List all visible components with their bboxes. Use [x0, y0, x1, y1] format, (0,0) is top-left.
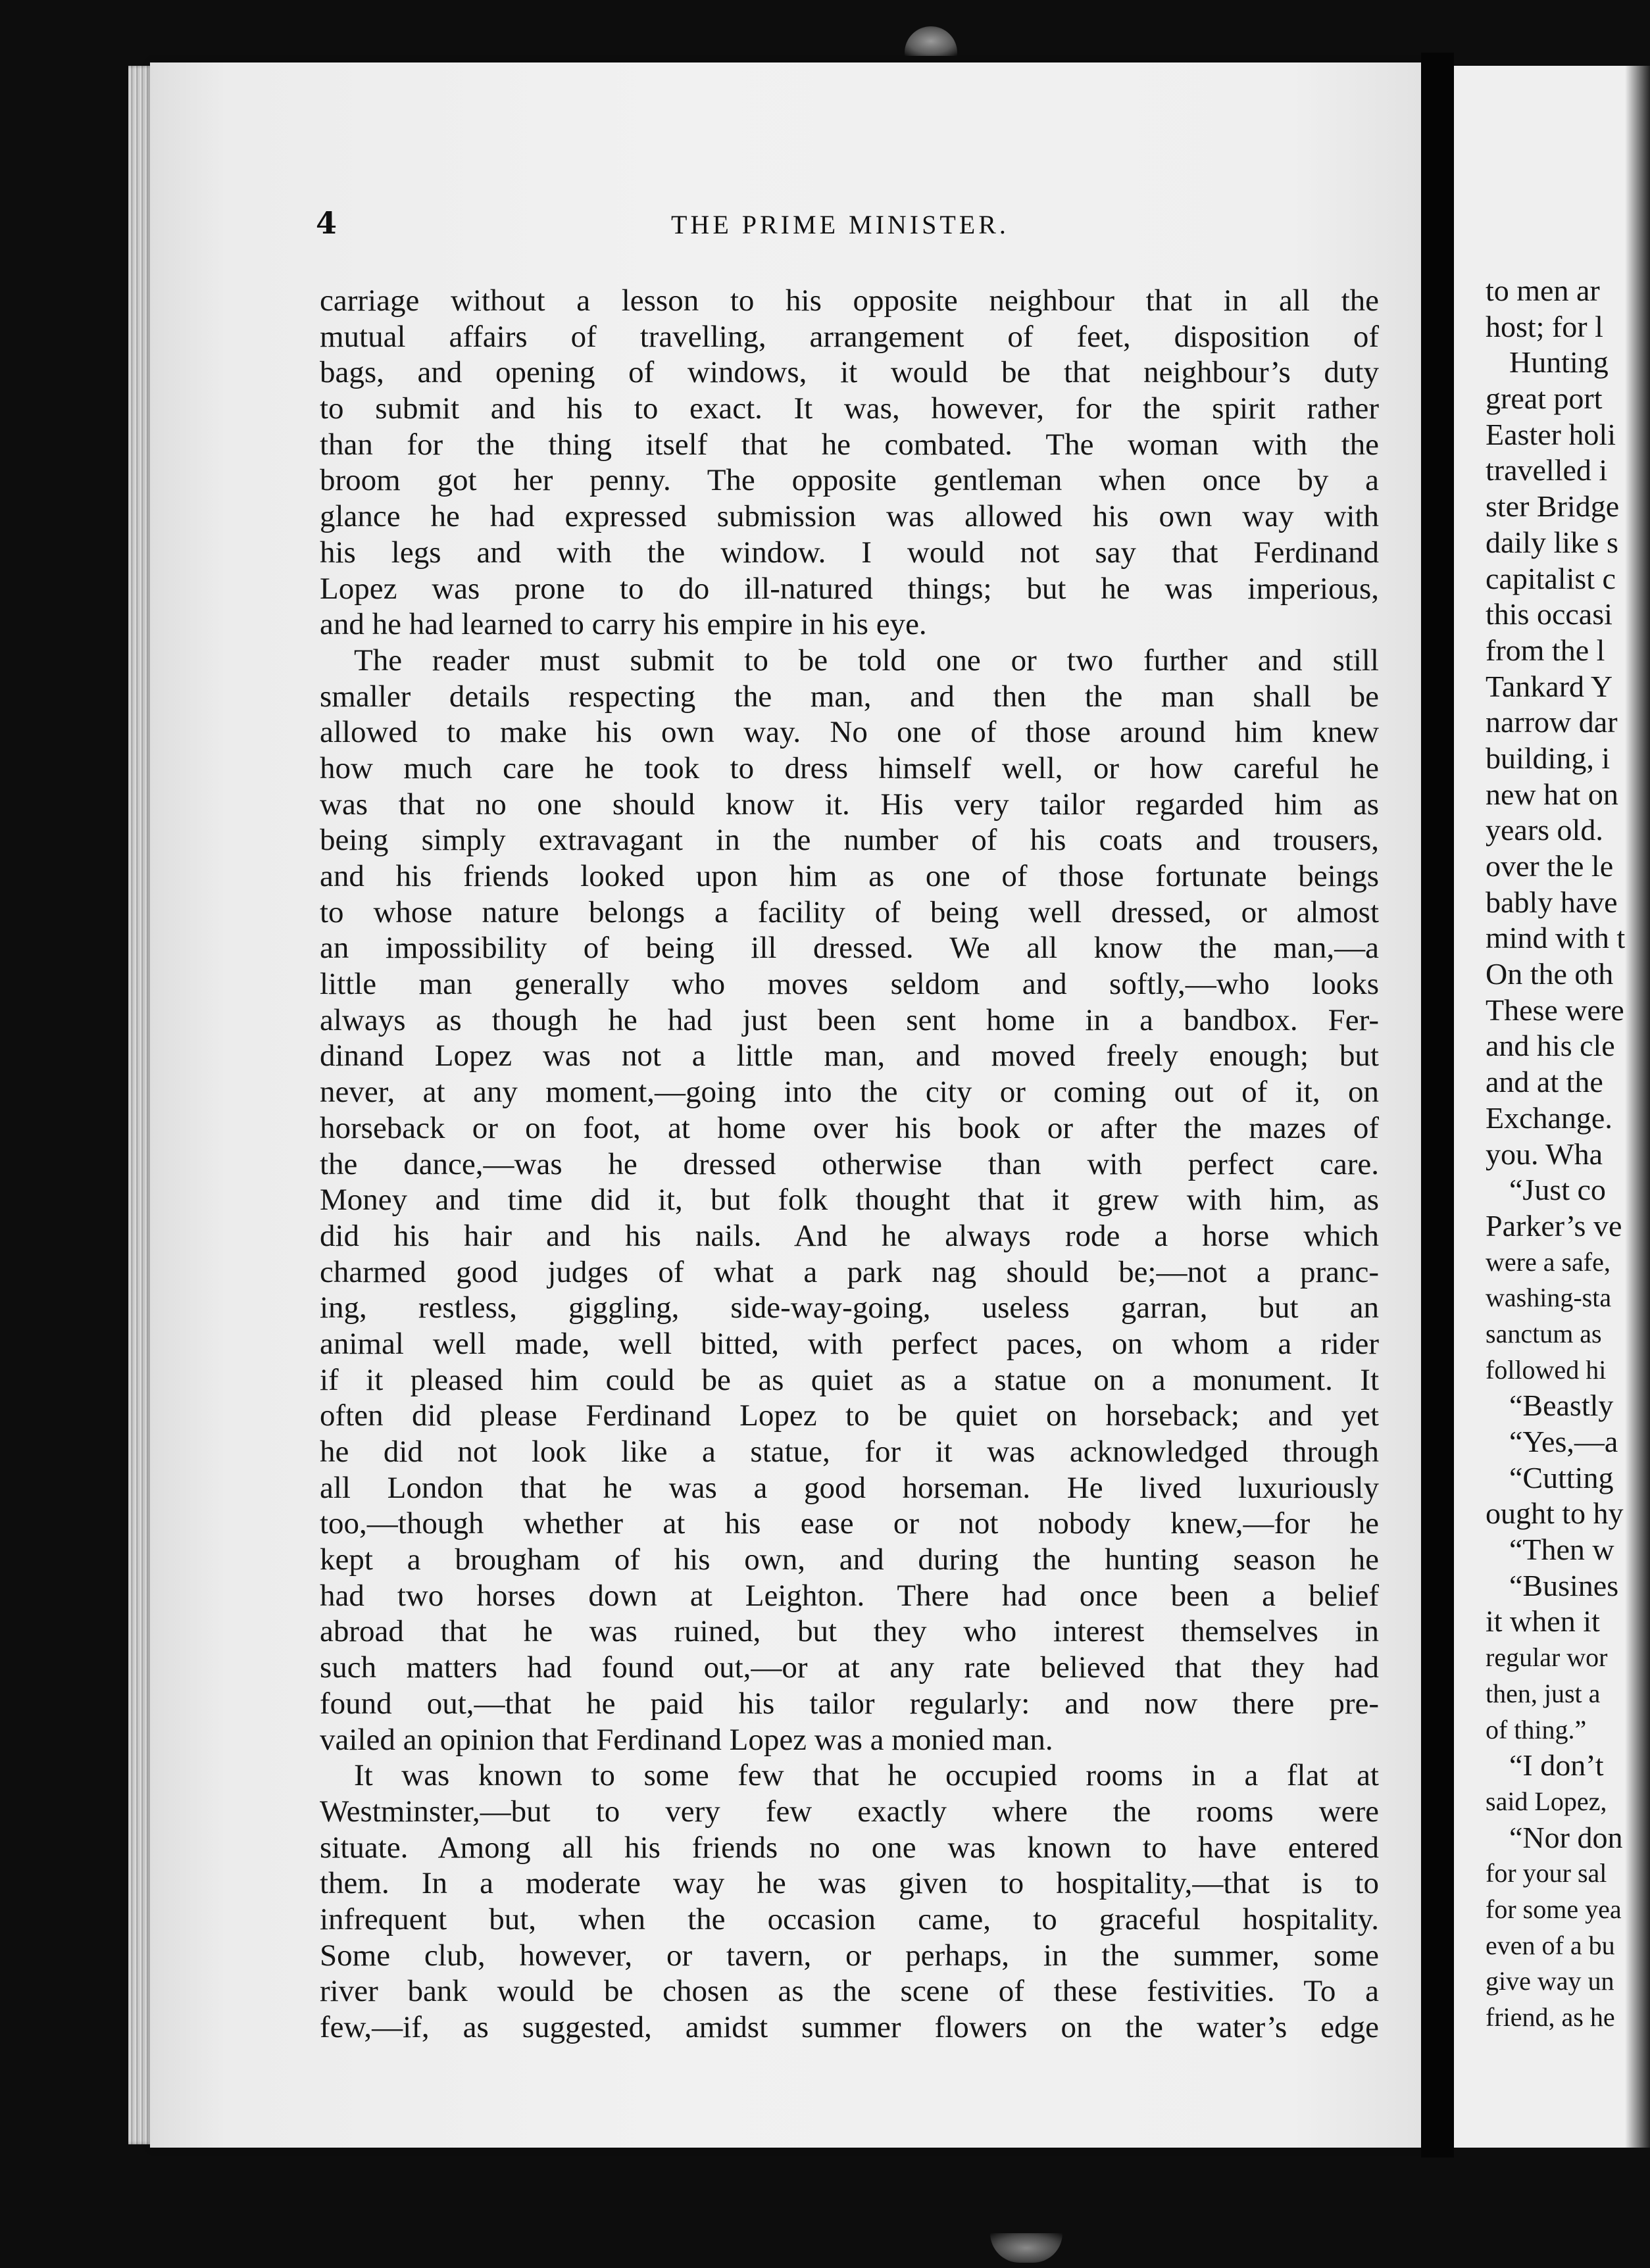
- text-line: carriage without a lesson to his opposite neighbour that in all the: [320, 284, 1379, 318]
- text-line: broom got her penny. The opposite gentleman when once by a: [320, 463, 1379, 498]
- right-page-text-line: years old.: [1486, 813, 1603, 847]
- text-line: Lopez was prone to do ill-natured things; but he was imperious,: [320, 571, 1379, 606]
- right-page-text-line: “Beastly: [1509, 1389, 1614, 1423]
- right-page-text-line: On the oth: [1486, 957, 1614, 991]
- right-page-text-line: new hat on: [1486, 777, 1618, 811]
- text-line: smaller details respecting the man, and then the man shall be: [320, 679, 1379, 714]
- right-page-text-line: great port: [1486, 382, 1603, 416]
- right-page-text-line: “Cutting: [1509, 1460, 1614, 1494]
- text-line: horseback or on foot, at home over his book or after the mazes of: [320, 1110, 1379, 1145]
- right-page-text-line: sanctum as: [1486, 1318, 1602, 1348]
- right-page-text-line: mind with t: [1486, 921, 1626, 955]
- right-page-text-line: this occasi: [1486, 597, 1613, 631]
- right-page-text-line: “I don’t: [1509, 1748, 1604, 1783]
- text-line: river bank would be chosen as the scene of these festivities. To a: [320, 1974, 1379, 2009]
- right-page-text-line: for some yea: [1486, 1894, 1622, 1924]
- text-line: abroad that he was ruined, but they who interest themselves in: [320, 1614, 1379, 1649]
- right-page-text-line: and at the: [1486, 1065, 1603, 1099]
- text-line: and he had learned to carry his empire in his eye.: [320, 607, 927, 642]
- text-line: and his friends looked upon him as one of those fortunate beings: [320, 859, 1379, 893]
- text-line: his legs and with the window. I would not say that Ferdinand: [320, 535, 1379, 570]
- text-line: Money and time did it, but folk thought that it grew with him, as: [320, 1183, 1379, 1218]
- right-page-text-line: of thing.”: [1486, 1714, 1587, 1744]
- text-line: mutual affairs of travelling, arrangement of feet, disposition of: [320, 319, 1379, 354]
- text-line: found out,—that he paid his tailor regularly: and now there pre-: [320, 1686, 1379, 1721]
- right-page-text-line: ought to hy: [1486, 1496, 1624, 1531]
- body-text-column: [320, 283, 1379, 2046]
- text-line: The reader must submit to be told one or two further and still: [354, 643, 1379, 678]
- text-line: glance he had expressed submission was allowed his own way with: [320, 499, 1379, 534]
- text-line: few,—if, as suggested, amidst summer flowers on the water’s edge: [320, 2010, 1379, 2044]
- right-page-text-line: from the l: [1486, 633, 1605, 667]
- right-page-text-line: Tankard Y: [1486, 669, 1613, 703]
- right-page-text-line: capitalist c: [1486, 561, 1616, 595]
- right-page-text-line: washing-sta: [1486, 1283, 1612, 1313]
- text-line: too,—though whether at his ease or not nobody knew,—for he: [320, 1506, 1379, 1541]
- right-page-text-line: “Yes,—a: [1509, 1425, 1618, 1458]
- text-line: to submit and his to exact. It was, however, for the spirit rather: [320, 391, 1379, 426]
- page-number: 4: [316, 205, 338, 241]
- right-page-text-line: followed hi: [1486, 1354, 1607, 1385]
- text-line: how much care he took to dress himself well, or how careful he: [320, 751, 1379, 785]
- right-page-text-line: Hunting: [1509, 345, 1609, 380]
- text-line: charmed good judges of what a park nag should be;—not a pranc-: [320, 1254, 1379, 1289]
- right-page-text-line: These were: [1486, 993, 1624, 1027]
- right-page-text-line: were a safe,: [1486, 1246, 1611, 1277]
- text-line: to whose nature belongs a facility of being well dressed, or almost: [320, 895, 1379, 929]
- text-line: infrequent but, when the occasion came, to graceful hospitality.: [320, 1902, 1379, 1936]
- right-page-text-line: “Busines: [1509, 1568, 1619, 1602]
- text-line: never, at any moment,—going into the city or coming out of it, on: [320, 1075, 1379, 1110]
- right-page-text-line: it when it: [1486, 1604, 1600, 1639]
- text-line: than for the thing itself that he combated. The woman with the: [320, 427, 1379, 462]
- text-line: he did not look like a statue, for it was acknowledged through: [320, 1435, 1379, 1469]
- right-page-text-line: bably have: [1486, 885, 1618, 919]
- right-page-text-line: “Then w: [1509, 1533, 1614, 1567]
- text-line: situate. Among all his friends no one was known to have entered: [320, 1830, 1379, 1865]
- right-page-text-line: to men ar: [1486, 274, 1600, 307]
- right-page-text-line: Parker’s ve: [1486, 1208, 1622, 1243]
- text-line: animal well made, well bitted, with perfect paces, on whom a rider: [320, 1326, 1379, 1361]
- right-page-text-line: “Just co: [1509, 1173, 1606, 1207]
- right-page-text-line: travelled i: [1486, 453, 1608, 487]
- text-line: It was known to some few that he occupied rooms in a flat at: [354, 1758, 1379, 1793]
- text-line: Some club, however, or tavern, or perhaps, in the summer, some: [320, 1938, 1379, 1973]
- text-line: ing, restless, giggling, side-way-going, useless garran, but an: [320, 1291, 1379, 1325]
- right-page-text-line: said Lopez,: [1486, 1786, 1607, 1816]
- text-line: did his hair and his nails. And he always rode a horse which: [320, 1218, 1379, 1253]
- text-line: Westminster,—but to very few exactly where the rooms were: [320, 1794, 1379, 1829]
- right-page-text-line: over the le: [1486, 849, 1614, 883]
- text-line: often did please Ferdinand Lopez to be quiet on horseback; and yet: [320, 1398, 1379, 1433]
- right-page-text-line: you. Wha: [1486, 1137, 1603, 1171]
- right-page-text-line: Easter holi: [1486, 417, 1616, 451]
- right-page-text-line: “Nor don: [1509, 1820, 1623, 1854]
- right-page-text-line: for your sal: [1486, 1858, 1607, 1888]
- text-line: had two horses down at Leighton. There had once been a belief: [320, 1578, 1379, 1613]
- text-line: them. In a moderate way he was given to hospitality,—that is to: [320, 1866, 1379, 1901]
- text-line: always as though he had just been sent home in a bandbox. Fer-: [320, 1002, 1379, 1037]
- text-line: all London that he was a good horseman. He lived luxuriously: [320, 1470, 1379, 1505]
- right-page-text-line: host; for l: [1486, 309, 1603, 343]
- text-line: bags, and opening of windows, it would be that neighbour’s duty: [320, 355, 1379, 390]
- right-page-text-line: Exchange.: [1486, 1100, 1613, 1135]
- right-page-text-line: narrow dar: [1486, 705, 1618, 739]
- right-page-shadow: [1625, 66, 1650, 2148]
- text-line: vailed an opinion that Ferdinand Lopez was a monied man.: [320, 1722, 1053, 1757]
- right-page-text-line: regular wor: [1486, 1642, 1608, 1673]
- right-page-text-line: friend, as he: [1486, 2002, 1615, 2032]
- right-page-text-line: ster Bridge: [1486, 489, 1620, 524]
- text-line: allowed to make his own way. No one of those around him knew: [320, 715, 1379, 750]
- running-head: THE PRIME MINISTER.: [671, 210, 1009, 239]
- text-line: such matters had found out,—or at any rate believed that they had: [320, 1650, 1379, 1685]
- book-gutter: [1421, 53, 1454, 2157]
- right-page-text-line: and his cle: [1486, 1029, 1615, 1063]
- right-page-text-line: building, i: [1486, 741, 1611, 775]
- text-line: little man generally who moves seldom and softly,—who looks: [320, 967, 1379, 1002]
- text-line: the dance,—was he dressed otherwise than with perfect care.: [320, 1146, 1379, 1181]
- text-line: an impossibility of being ill dressed. We all know the man,—a: [320, 931, 1379, 966]
- right-page-text-line: daily like s: [1486, 525, 1618, 559]
- text-line: kept a brougham of his own, and during the hunting season he: [320, 1542, 1379, 1577]
- right-page-text-line: even of a bu: [1486, 1930, 1615, 1960]
- right-page-text-line: give way un: [1486, 1966, 1614, 1996]
- right-page-text-line: then, just a: [1486, 1678, 1601, 1708]
- text-line: dinand Lopez was not a little man, and moved freely enough; but: [320, 1039, 1379, 1073]
- text-line: was that no one should know it. His very tailor regarded him as: [320, 787, 1379, 822]
- text-line: being simply extravagant in the number of his coats and trousers,: [320, 823, 1379, 858]
- text-line: if it pleased him could be as quiet as a statue on a monument. It: [320, 1362, 1379, 1397]
